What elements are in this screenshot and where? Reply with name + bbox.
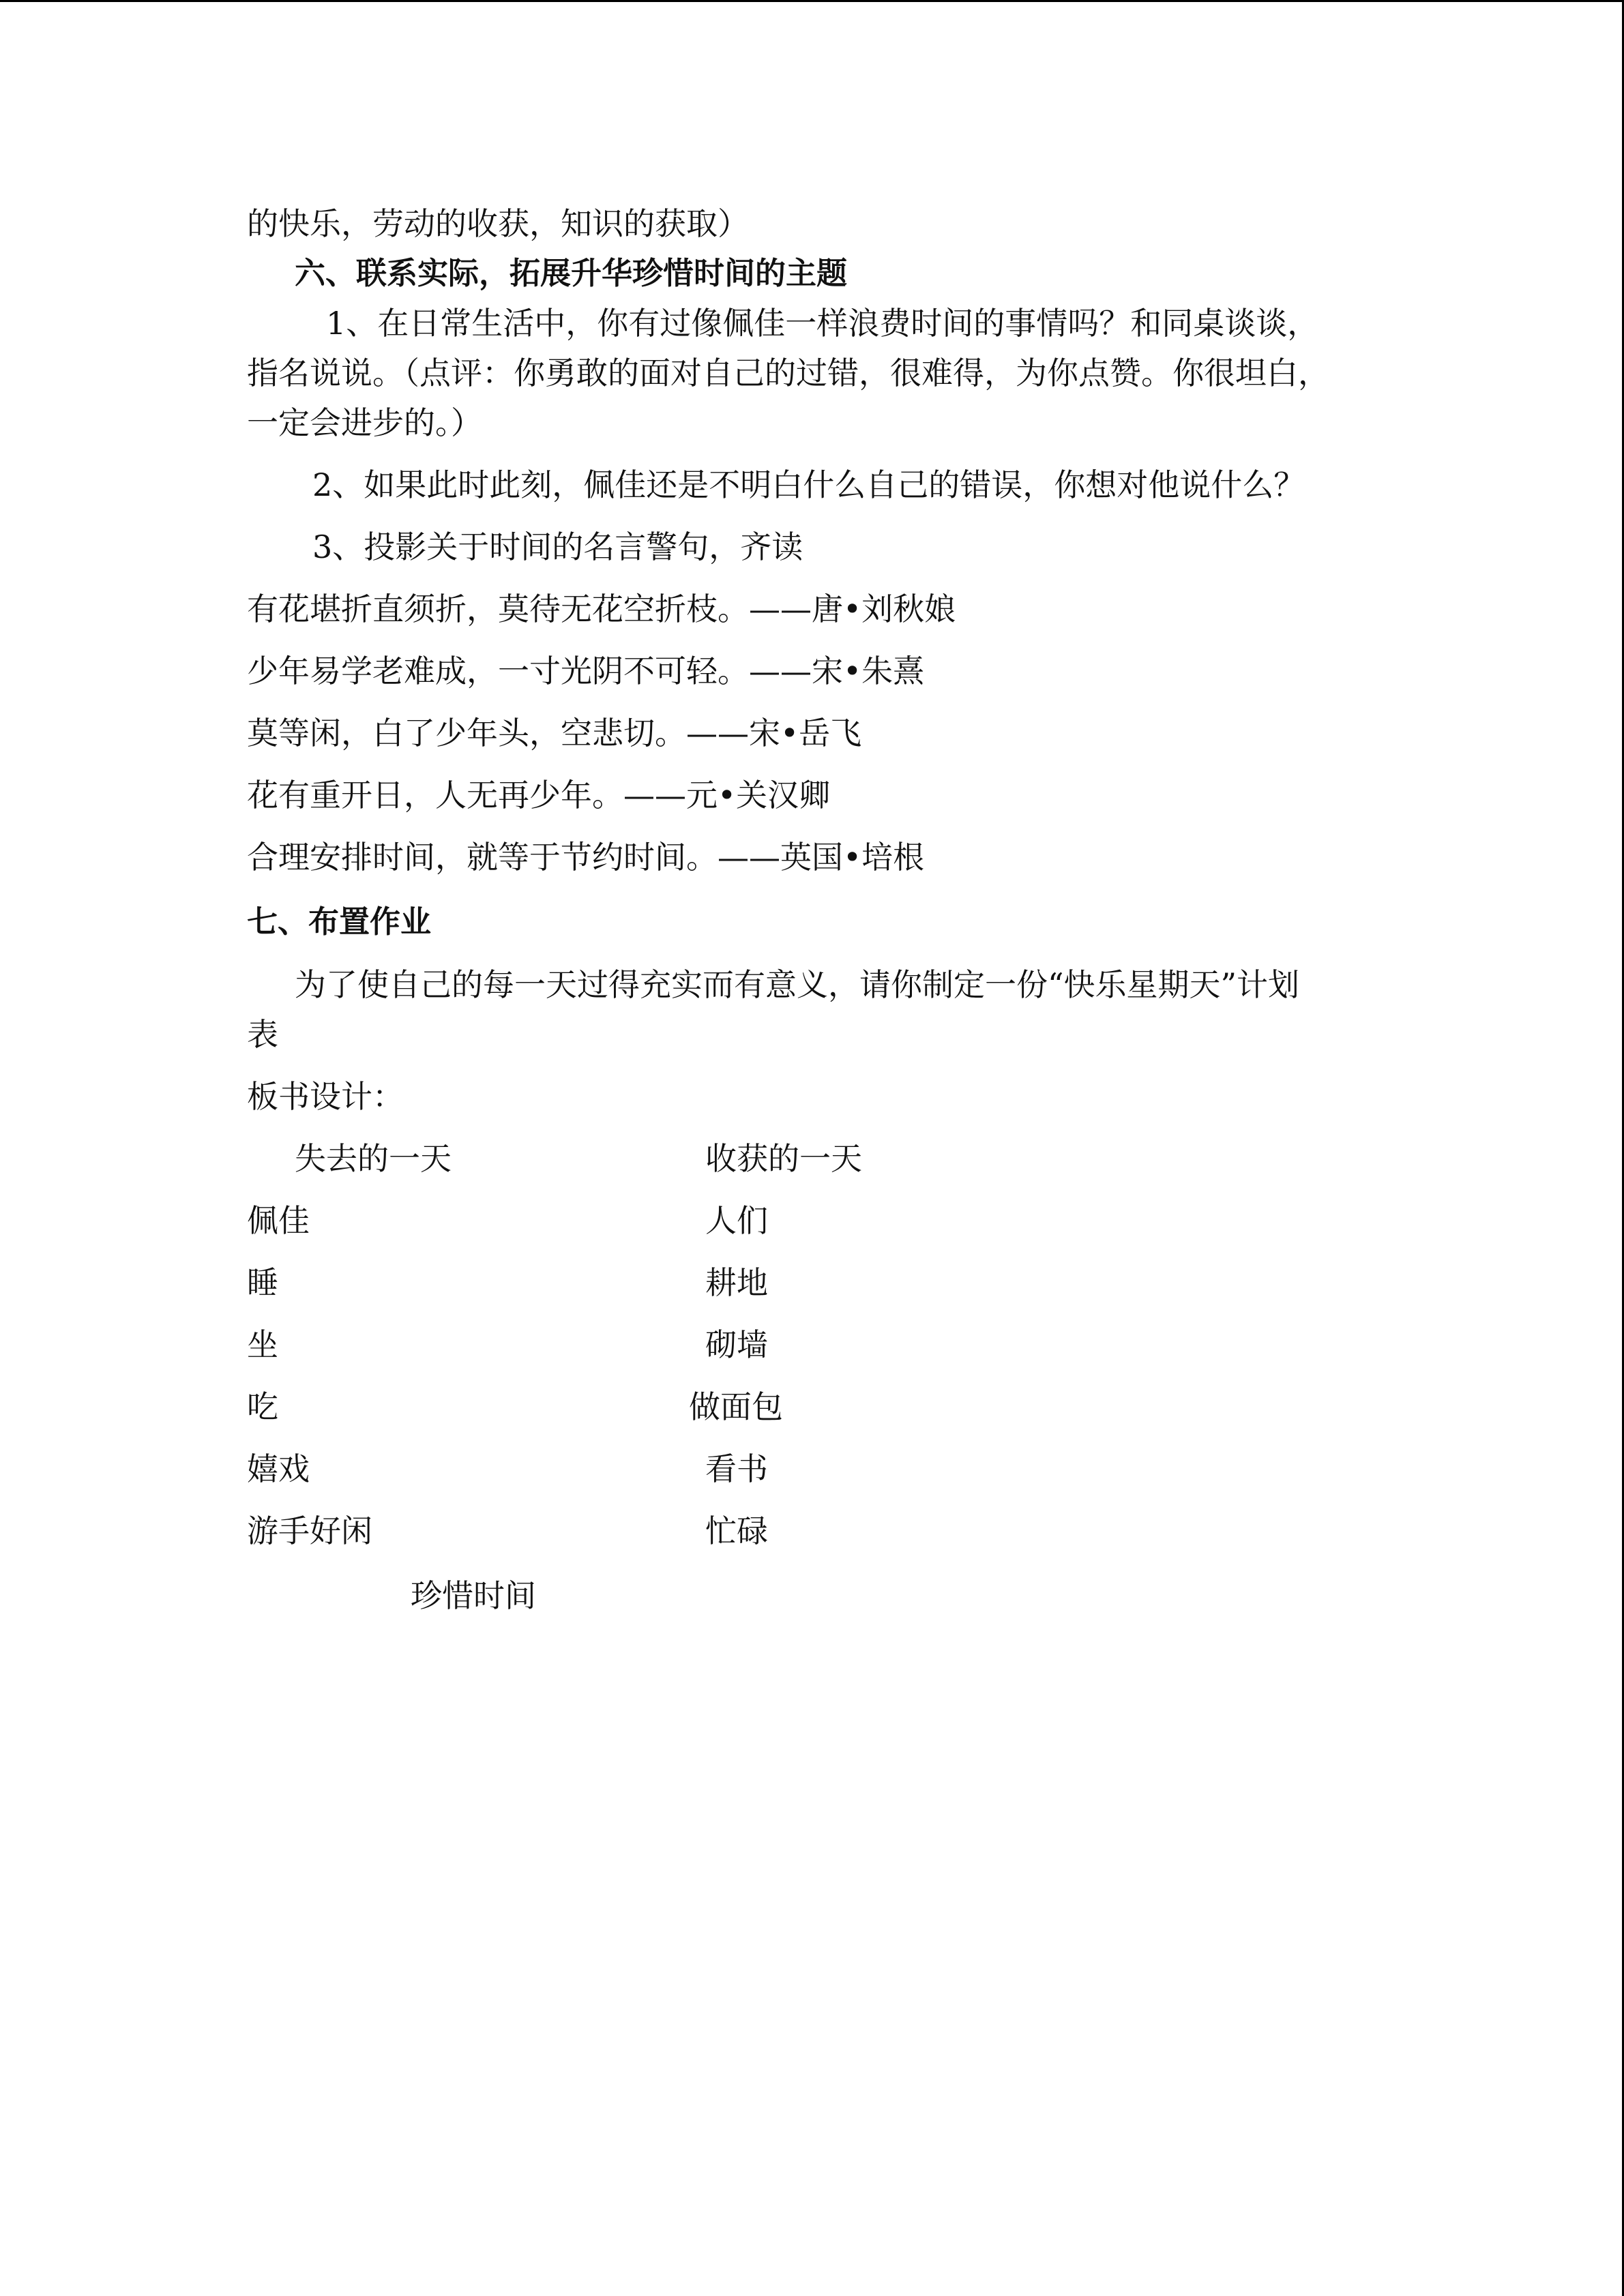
- board-right-item: 忙碌: [705, 1512, 768, 1549]
- paragraph-line: 1、在日常生活中，你有过像佩佳一样浪费时间的事情吗？和同桌谈谈，: [326, 305, 1319, 342]
- paragraph-line: 2、如果此时此刻，佩佳还是不明白什么自己的错误，你想对他说什么？: [312, 466, 1305, 503]
- board-right-item: 砌墙: [705, 1326, 768, 1363]
- board-left-item: 吃: [247, 1388, 278, 1425]
- board-left-item: 游手好闲: [247, 1512, 372, 1549]
- quote-line: 少年易学老难成，一寸光阴不可轻。——宋•朱熹: [247, 653, 925, 689]
- paragraph-line: 表: [247, 1016, 278, 1053]
- board-footer: 珍惜时间: [411, 1577, 536, 1614]
- page-border-top: [0, 0, 1624, 2]
- paragraph-line: 指名说说。（点评：你勇敢的面对自己的过错，很难得，为你点赞。你很坦白，: [247, 355, 1329, 391]
- board-right-header: 收获的一天: [705, 1140, 862, 1177]
- section-heading-seven: 七、布置作业: [247, 904, 432, 940]
- board-right-item: 做面包: [689, 1388, 783, 1425]
- quote-line: 有花堪折直须折，莫待无花空折枝。——唐•刘秋娘: [247, 591, 956, 627]
- board-left-item: 嬉戏: [247, 1450, 310, 1487]
- board-right-item: 人们: [705, 1202, 768, 1239]
- board-left-header: 失去的一天: [295, 1140, 452, 1177]
- board-right-item: 耕地: [705, 1264, 768, 1301]
- paragraph-line: 一定会进步的。）: [247, 404, 482, 441]
- quote-line: 花有重开日，人无再少年。——元•关汉卿: [247, 777, 831, 814]
- section-heading-six: 六、联系实际，拓展升华珍惜时间的主题: [295, 255, 848, 291]
- board-left-item: 坐: [247, 1326, 278, 1363]
- paragraph-line: 的快乐，劳动的收获，知识的获取）: [247, 205, 749, 242]
- quote-line: 莫等闲，白了少年头，空悲切。——宋•岳飞: [247, 715, 862, 751]
- board-design-label: 板书设计：: [247, 1078, 404, 1115]
- paragraph-line: 为了使自己的每一天过得充实而有意义，请你制定一份“快乐星期天”计划: [295, 966, 1300, 1003]
- board-right-item: 看书: [705, 1450, 768, 1487]
- quote-line: 合理安排时间，就等于节约时间。——英国•培根: [247, 839, 925, 876]
- paragraph-line: 3、投影关于时间的名言警句，齐读: [312, 528, 803, 565]
- board-left-item: 睡: [247, 1264, 278, 1301]
- board-left-item: 佩佳: [247, 1202, 310, 1239]
